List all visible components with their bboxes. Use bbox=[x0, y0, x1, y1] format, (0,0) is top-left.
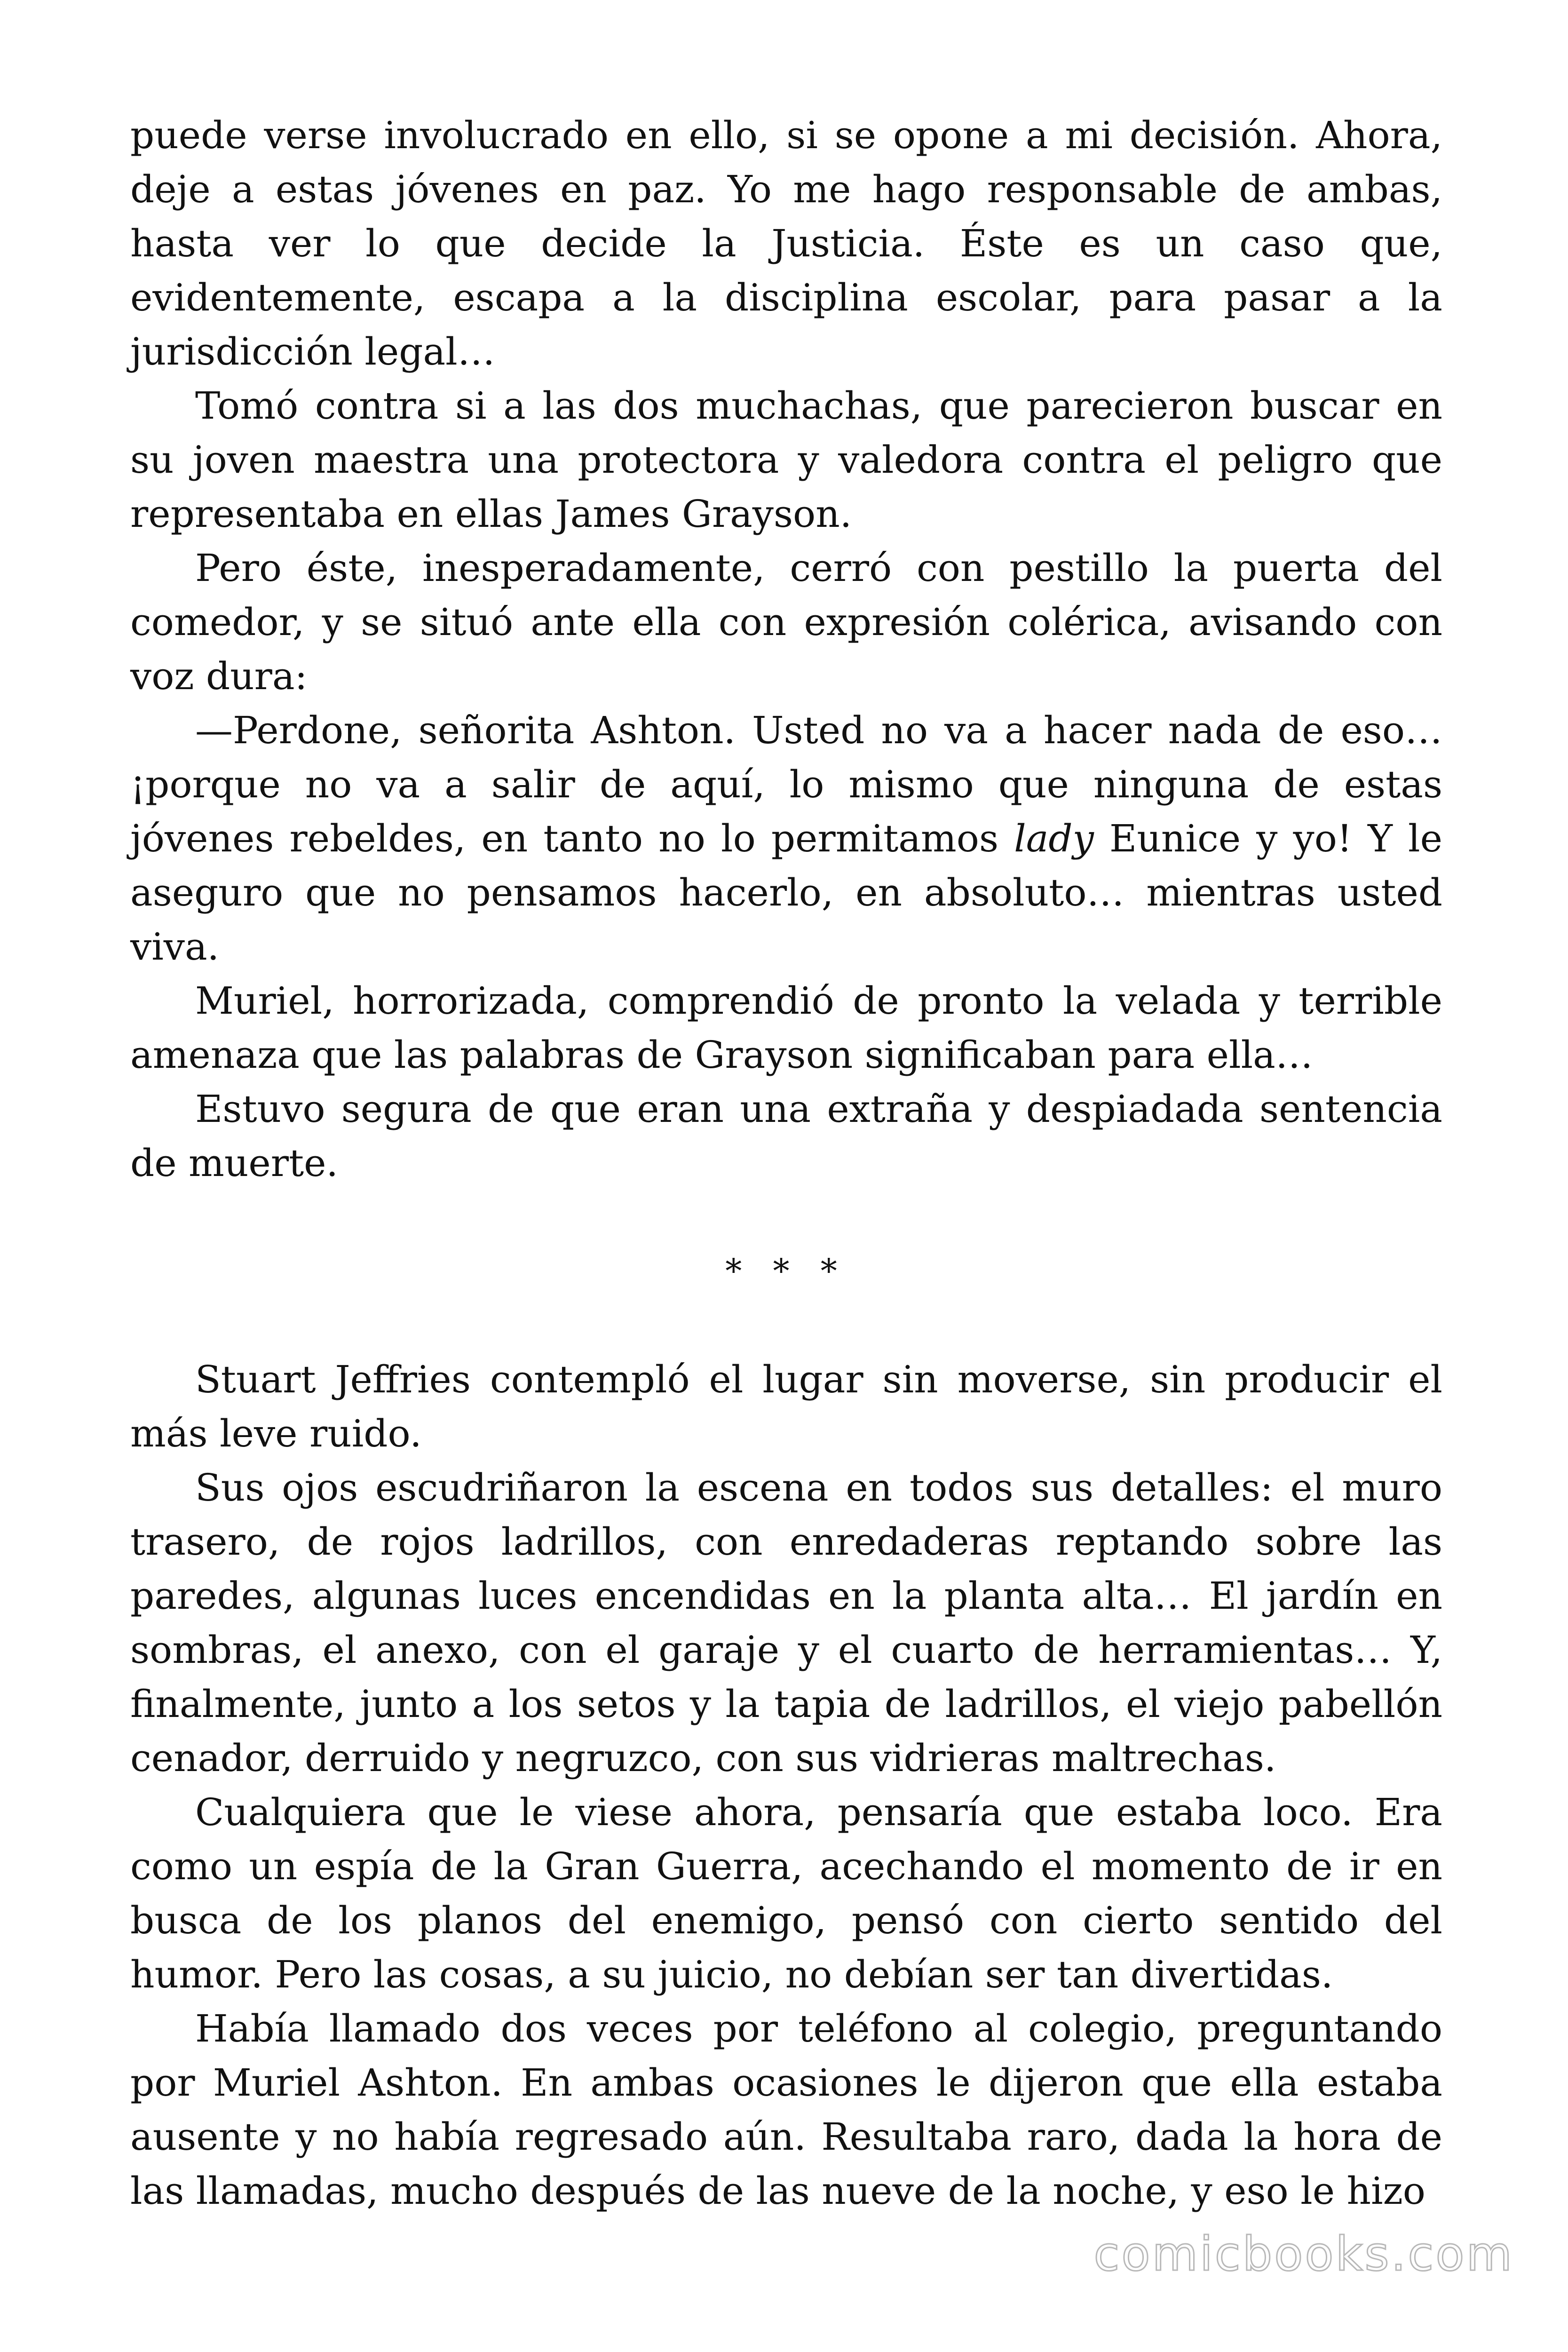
paragraph: Tomó contra si a las dos muchachas, que parecieron buscar en su joven maestra una protectora y valedora contra el peligro que representaba en ellas James Grayson. bbox=[130, 384, 1442, 536]
section-break: * * * bbox=[725, 1252, 847, 1290]
paragraph: Cualquiera que le viese ahora, pensaría que estaba loco. Era como un espía de la Gran Guerra, acechando el momento de ir en busca de los planos del enemigo, pensó con cierto sentido del humor. Pero las cosas, a su juicio, no debían ser tan divertidas. bbox=[130, 1790, 1442, 1996]
site-watermark: comicbooks.com bbox=[1093, 2226, 1514, 2281]
paragraph-continued: puede verse involucrado en ello, si se opone a mi decisión. Ahora, deje a estas jóvenes en paz. Yo me hago responsable de ambas, hasta ver lo que decide la Justicia. Éste es un caso que, evidentemente, escapa a la disciplina escolar, para pasar a la jurisdicción legal… bbox=[130, 113, 1442, 373]
paragraph: Estuvo segura de que eran una extraña y despiadada sentencia de muerte. bbox=[130, 1087, 1442, 1185]
paragraph: Stuart Jeffries contempló el lugar sin moverse, sin producir el más leve ruido. bbox=[130, 1358, 1442, 1455]
dialogue-text: Eunice y yo! Y le aseguro que no pensamos hacerlo, en absoluto… mientras usted viva. bbox=[130, 817, 1442, 969]
italic-word: lady bbox=[1014, 817, 1094, 860]
dialogue-paragraph bbox=[130, 703, 1442, 974]
paragraph: Muriel, horrorizada, comprendió de pronto la velada y terrible amenaza que las palabras de Grayson significaban para ella… bbox=[130, 979, 1442, 1077]
book-page bbox=[130, 108, 1442, 2218]
paragraph: Pero éste, inesperadamente, cerró con pestillo la puerta del comedor, y se situó ante ella con expresión colérica, avisando con voz dura: bbox=[130, 546, 1442, 698]
dialogue-text: —Perdone, señorita Ashton. Usted no va a hacer nada de eso… ¡porque no va a salir de aquí, lo mismo que ninguna de estas jóvenes rebeldes, en tanto no lo permitamos bbox=[130, 708, 1442, 860]
paragraph: Sus ojos escudriñaron la escena en todos sus detalles: el muro trasero, de rojos ladrillos, con enredaderas reptando sobre las paredes, algunas luces encendidas en la planta alta… El jardín en sombras, el anexo, con el garaje y el cuarto de herramientas… Y, finalmente, junto a los setos y la tapia de ladrillos, el viejo pabellón cenador, derruido y negruzco, con sus vidrieras maltrechas. bbox=[130, 1466, 1442, 1780]
paragraph-last: Había llamado dos veces por teléfono al colegio, preguntando por Muriel Ashton. En ambas ocasiones le dijeron que ella estaba ausente y no había regresado aún. Resultaba raro, dada la hora de las llamadas, mucho después de las nueve de la noche, y eso le hizo bbox=[130, 2007, 1442, 2213]
